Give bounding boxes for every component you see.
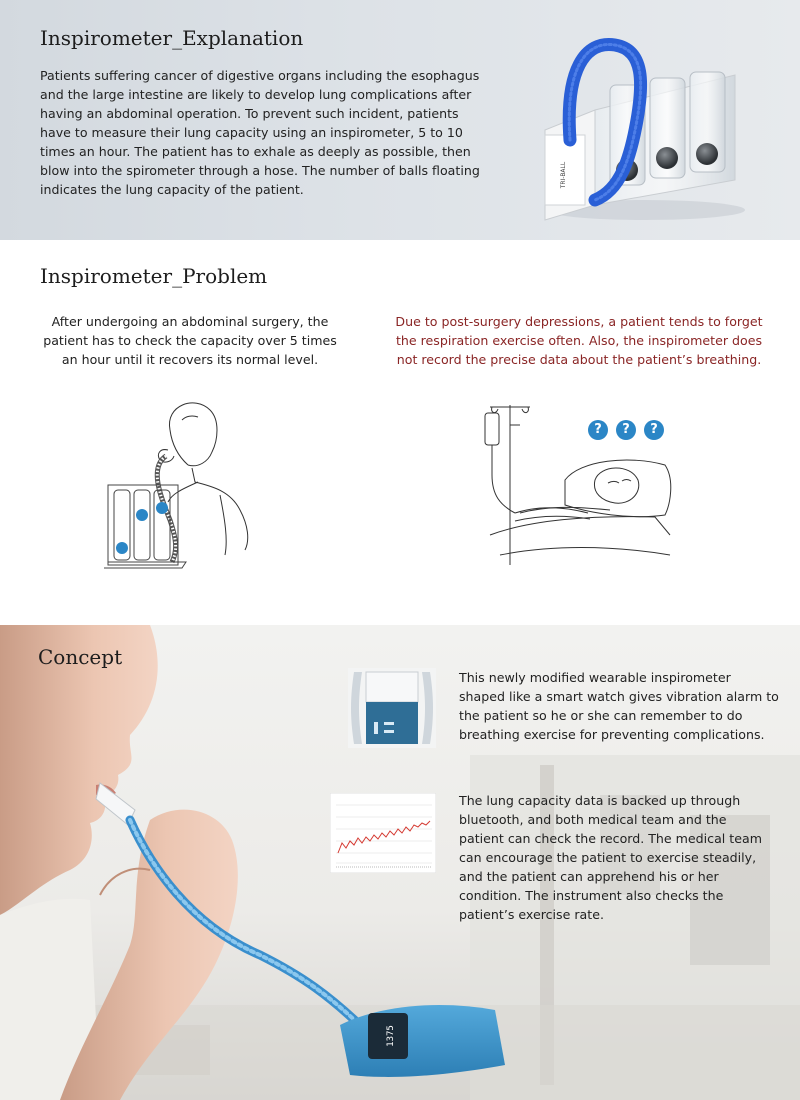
question-mark-icon-2: ? xyxy=(616,420,636,440)
concept-text-data: The lung capacity data is backed up through bluetooth, and both medical team and the patient can check the record. The medical team can encourage the patient to exercise steadily, and the patient can apprehend his or her condition. The instrument also checks the patient’s exercise rate. xyxy=(459,793,762,922)
concept-title: Concept xyxy=(38,645,123,669)
question-mark-icon-1: ? xyxy=(588,420,608,440)
concept-section xyxy=(0,625,800,1100)
problem-left-text: After undergoing an abdominal surgery, the patient has to check the capacity over 5 times an hour until it recovers its normal level. xyxy=(43,314,337,367)
explanation-title: Inspirometer_Explanation xyxy=(40,26,304,50)
person-with-wearable-inspirometer-photo xyxy=(0,625,520,1100)
problem-right-text: Due to post-surgery depressions, a patient tends to forget the respiration exercise often. Also, the inspirometer does not record the precise data about the patient’s breathing. xyxy=(395,314,763,367)
problem-section xyxy=(0,240,800,625)
watch-display: 1375 xyxy=(386,1025,396,1047)
question-mark-icon-3: ? xyxy=(644,420,664,440)
explanation-section xyxy=(0,0,800,240)
concept-text-alarm: This newly modified wearable inspirometer shaped like a smart watch gives vibration alarm to the patient so he or she can remember to do breathing exercise for preventing complications. xyxy=(459,670,779,742)
device-label: TRI-BALL xyxy=(560,161,567,189)
problem-title: Inspirometer_Problem xyxy=(40,264,268,288)
explanation-body: Patients suffering cancer of digestive organs including the esophagus and the large intestine are likely to develop lung complications after having an abdominal operation. To prevent such incident, patients have to measure their lung capacity using an inspirometer, 5 to 10 times an hour. The patient has to exhale as deeply as possible, then blow into the spirometer through a hose. The number of balls floating indicates the lung capacity of the patient. xyxy=(40,68,480,197)
patient-using-inspirometer-illustration xyxy=(100,390,270,580)
wearable-device-thumbnail xyxy=(348,668,436,748)
lung-capacity-chart-thumbnail xyxy=(330,793,436,873)
triball-inspirometer-photo xyxy=(525,30,750,225)
